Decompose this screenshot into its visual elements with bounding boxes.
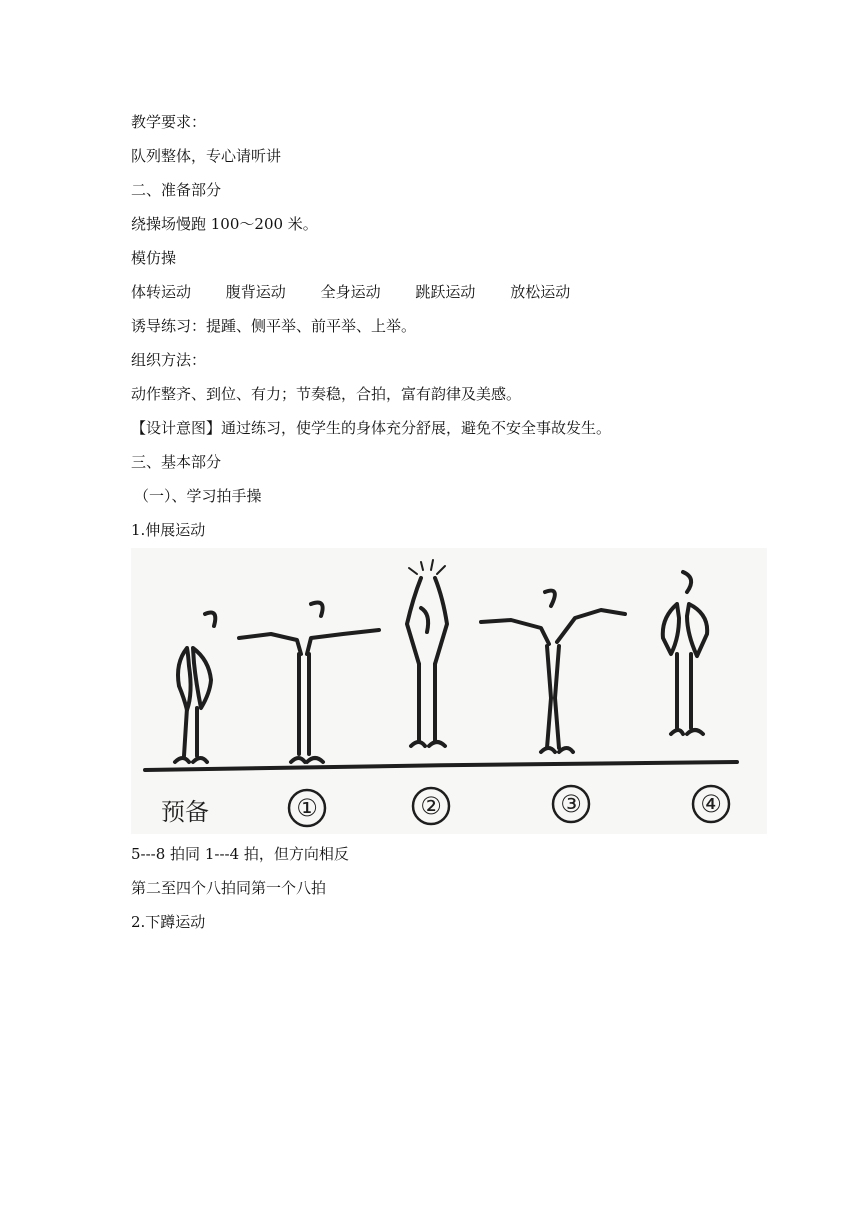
item-squat-exercise: 2.下蹲运动 xyxy=(131,913,206,931)
label-ready: 预备 xyxy=(161,798,209,826)
move-item: 跳跃运动 xyxy=(415,283,476,301)
ground-line xyxy=(145,762,737,770)
move-item: 体转运动 xyxy=(131,283,192,301)
item-stretch-exercise: 1.伸展运动 xyxy=(131,521,206,539)
stretch-exercise-figure xyxy=(131,548,767,834)
teaching-requirements-text: 队列整体，专心请听讲 xyxy=(131,147,282,165)
jogging-instruction: 绕操场慢跑 100～200 米。 xyxy=(131,215,318,233)
organization-method-label: 组织方法： xyxy=(131,351,207,369)
section-heading-basic: 三、基本部分 xyxy=(131,453,222,471)
stick-figure-beat-2 xyxy=(407,560,447,746)
subsection-clapping-exercise: （一）、学习拍手操 xyxy=(134,487,262,505)
move-item: 腹背运动 xyxy=(225,283,286,301)
beat-label-2: ② xyxy=(420,792,442,820)
repeat-note-eight-beats: 第二至四个八拍同第一个八拍 xyxy=(131,879,327,897)
move-item: 放松运动 xyxy=(510,283,571,301)
exercise-moves-list xyxy=(131,282,570,302)
teaching-requirements-label: 教学要求： xyxy=(131,113,207,131)
beat-label-3: ③ xyxy=(560,790,582,818)
induction-practice: 诱导练习：提踵、侧平举、前平举、上举。 xyxy=(131,317,417,335)
imitation-exercise-heading: 模仿操 xyxy=(131,249,177,267)
section-heading-preparation: 二、准备部分 xyxy=(131,181,222,199)
stick-figure-beat-1 xyxy=(239,603,379,763)
move-item: 全身运动 xyxy=(320,283,381,301)
beat-label-1: ① xyxy=(296,794,318,822)
stick-figure-ready xyxy=(175,613,215,763)
repeat-note-reverse: 5---8 拍同 1---4 拍，但方向相反 xyxy=(131,845,349,863)
beat-label-4: ④ xyxy=(700,790,722,818)
stick-figure-beat-4 xyxy=(663,572,707,734)
stick-figure-beat-3 xyxy=(481,591,625,752)
organization-method-text: 动作整齐、到位、有力；节奏稳，合拍，富有韵律及美感。 xyxy=(131,385,522,403)
design-intent: 【设计意图】通过练习，使学生的身体充分舒展，避免不安全事故发生。 xyxy=(131,419,612,437)
